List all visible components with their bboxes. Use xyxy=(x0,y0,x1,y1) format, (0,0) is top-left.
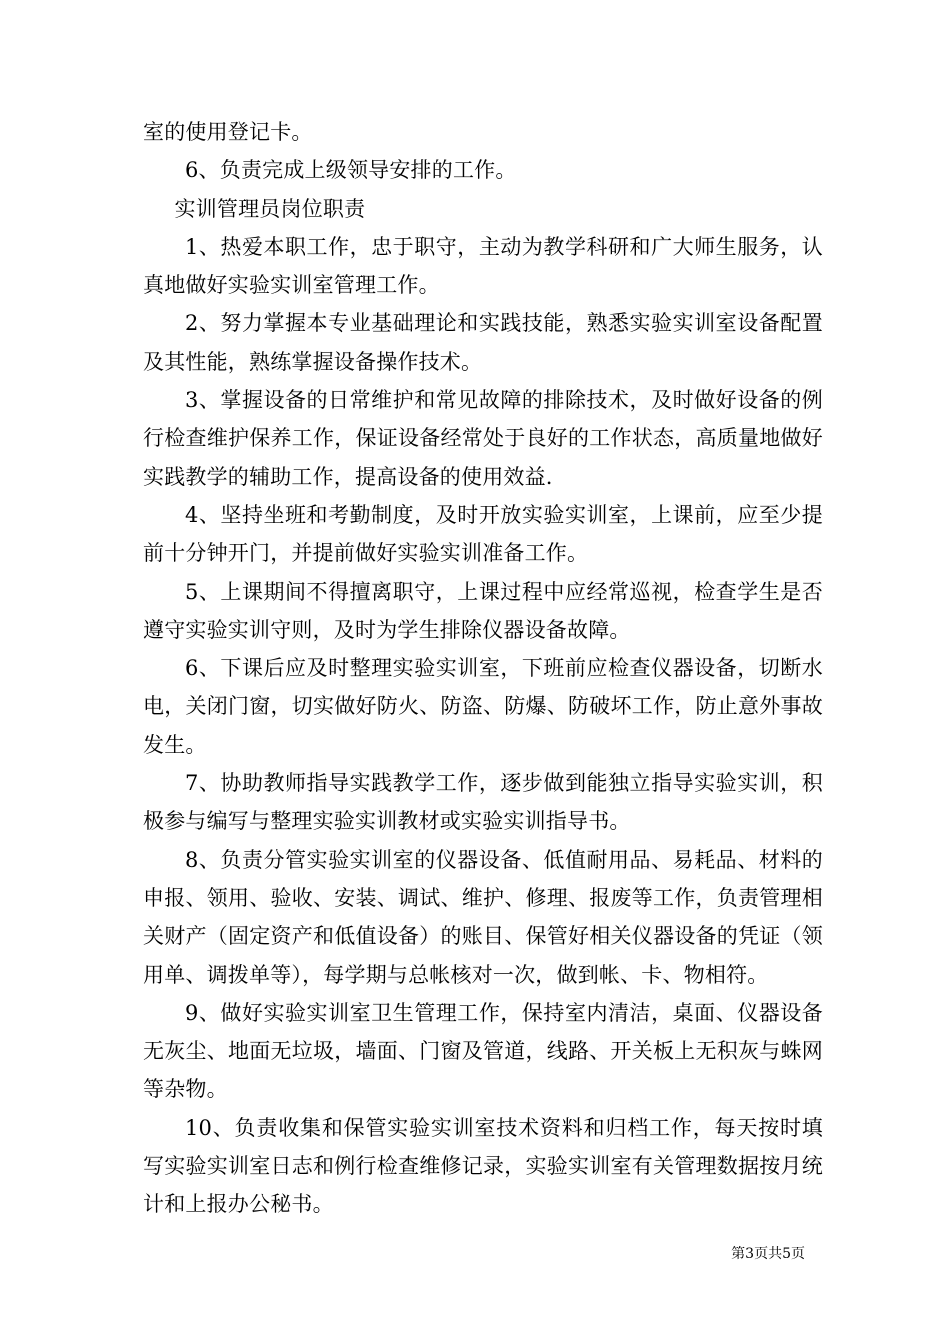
paragraph-item-10: 10、负责收集和保管实验实训室技术资料和归档工作，每天按时填写实验实训室日志和例行检查维修记录，实验实训室有关管理数据按月统计和上报办公秘书。 xyxy=(143,1115,823,1217)
paragraph-item-3: 3、掌握设备的日常维护和常见故障的排除技术，及时做好设备的例行检查维护保养工作，保证设备经常处于良好的工作状态，高质量地做好实践教学的辅助工作，提高设备的使用效益. xyxy=(143,388,823,489)
paragraph-item-5: 5、上课期间不得擅离职守，上课过程中应经常巡视，检查学生是否遵守实验实训守则，及时为学生排除仪器设备故障。 xyxy=(143,579,823,642)
paragraph-continuation: 室的使用登记卡。 xyxy=(143,120,313,144)
paragraph-item-8: 8、负责分管实验实训室的仪器设备、低值耐用品、易耗品、材料的申报、领用、验收、安装、调试、维护、修理、报废等工作，负责管理相关财产（固定资产和低值设备）的账目、保管好相关仪器设备的凭证（领用单、调拨单等），每学期与总帐核对一次，做到帐、卡、物相符。 xyxy=(143,847,823,987)
section-heading: 实训管理员岗位职责 xyxy=(174,196,366,221)
paragraph-item-7: 7、协助教师指导实践教学工作，逐步做到能独立指导实验实训，积极参与编写与整理实验实训教材或实验实训指导书。 xyxy=(143,771,823,834)
paragraph-item-9: 9、做好实验实训室卫生管理工作，保持室内清洁，桌面、仪器设备无灰尘、地面无垃圾，墙面、门窗及管道，线路、开关板上无积灰与蛛网等杂物。 xyxy=(143,1000,823,1102)
page-number-footer: 第3页共5页 xyxy=(731,1246,805,1262)
paragraph-item-1: 1、热爱本职工作，忠于职守，主动为教学科研和广大师生服务，认真地做好实验实训室管理工作。 xyxy=(143,234,823,298)
paragraph-item-2: 2、努力掌握本专业基础理论和实践技能，熟悉实验实训室设备配置及其性能，熟练掌握设备操作技术。 xyxy=(143,311,823,374)
paragraph-item-6-previous: 6、负责完成上级领导安排的工作。 xyxy=(185,158,517,183)
document-body xyxy=(143,113,823,1224)
paragraph-item-4: 4、坚持坐班和考勤制度，及时开放实验实训室，上课前，应至少提前十分钟开门，并提前做好实验实训准备工作。 xyxy=(143,502,823,566)
paragraph-item-6: 6、下课后应及时整理实验实训室，下班前应检查仪器设备，切断水电，关闭门窗，切实做好防火、防盗、防爆、防破坏工作，防止意外事故发生。 xyxy=(143,656,823,757)
